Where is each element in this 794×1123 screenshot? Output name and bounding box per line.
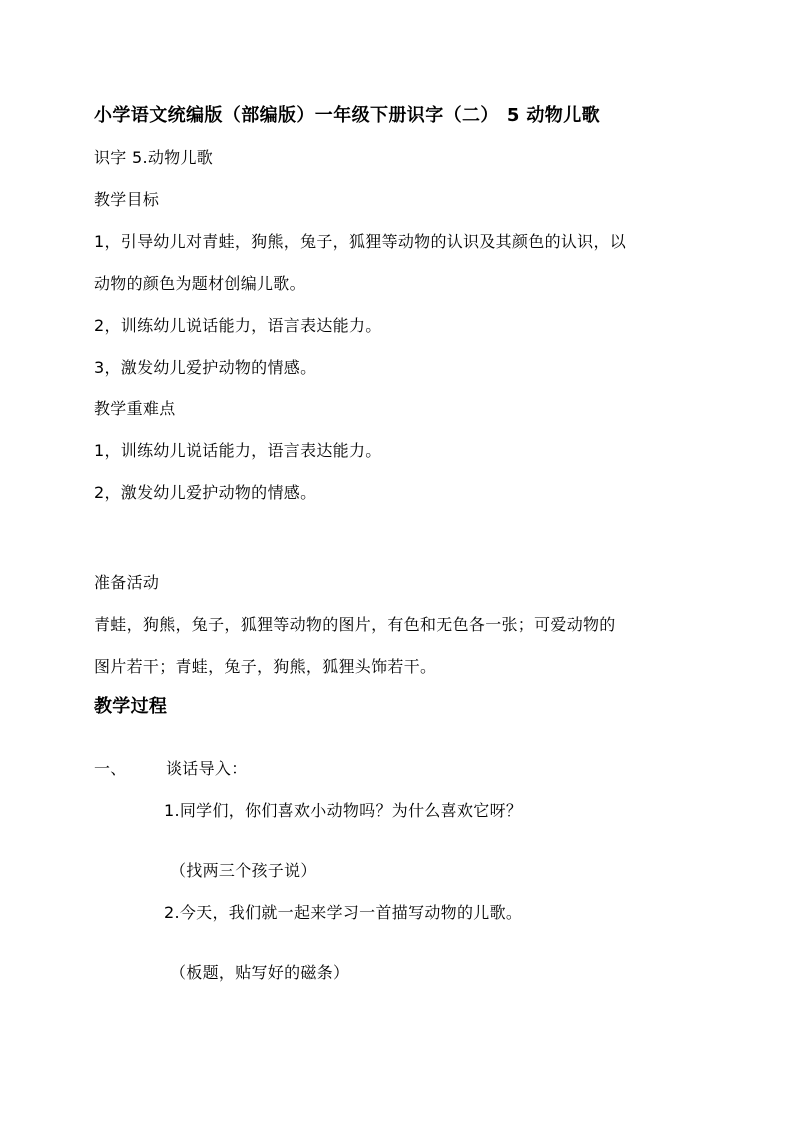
step-2: 2.今天，我们就一起来学习一首描写动物的儿歌。 — [164, 903, 523, 922]
objective-1-line2: 动物的颜色为题材创编儿歌。 — [94, 274, 306, 293]
document-title — [94, 106, 600, 126]
section-1-number: 一、 — [94, 759, 127, 778]
step-2-note: （板题，贴写好的磁条） — [170, 963, 350, 982]
key-point-2: 2，激发幼儿爱护动物的情感。 — [94, 483, 317, 502]
preparation-line1: 青蛙，狗熊，兔子，狐狸等动物的图片，有色和无色各一张；可爱动物的 — [94, 615, 616, 634]
step-1-note: （找两三个孩子说） — [170, 861, 317, 880]
title-main: 小学语文统编版（部编版）一年级下册识字（二） — [94, 105, 499, 126]
step-1: 1.同学们，你们喜欢小动物吗？为什么喜欢它呀？ — [164, 801, 523, 820]
preparation-line2: 图片若干；青蛙，兔子，狗熊，狐狸头饰若干。 — [94, 657, 437, 676]
objective-1-line1: 1，引导幼儿对青蛙，狗熊，兔子，狐狸等动物的认识及其颜色的认识，以 — [94, 232, 627, 251]
process-heading: 教学过程 — [94, 696, 168, 717]
objectives-heading: 教学目标 — [94, 190, 160, 209]
objective-2: 2，训练幼儿说话能力，语言表达能力。 — [94, 316, 382, 335]
objective-3: 3，激发幼儿爱护动物的情感。 — [94, 358, 317, 377]
preparation-heading: 准备活动 — [94, 573, 160, 592]
lesson-subtitle: 识字 5.动物儿歌 — [94, 148, 214, 167]
title-lesson: 5 动物儿歌 — [506, 105, 601, 126]
section-1-title: 谈话导入： — [166, 759, 248, 778]
key-point-1: 1，训练幼儿说话能力，语言表达能力。 — [94, 441, 382, 460]
key-points-heading: 教学重难点 — [94, 399, 176, 418]
section-1-heading — [94, 759, 248, 779]
